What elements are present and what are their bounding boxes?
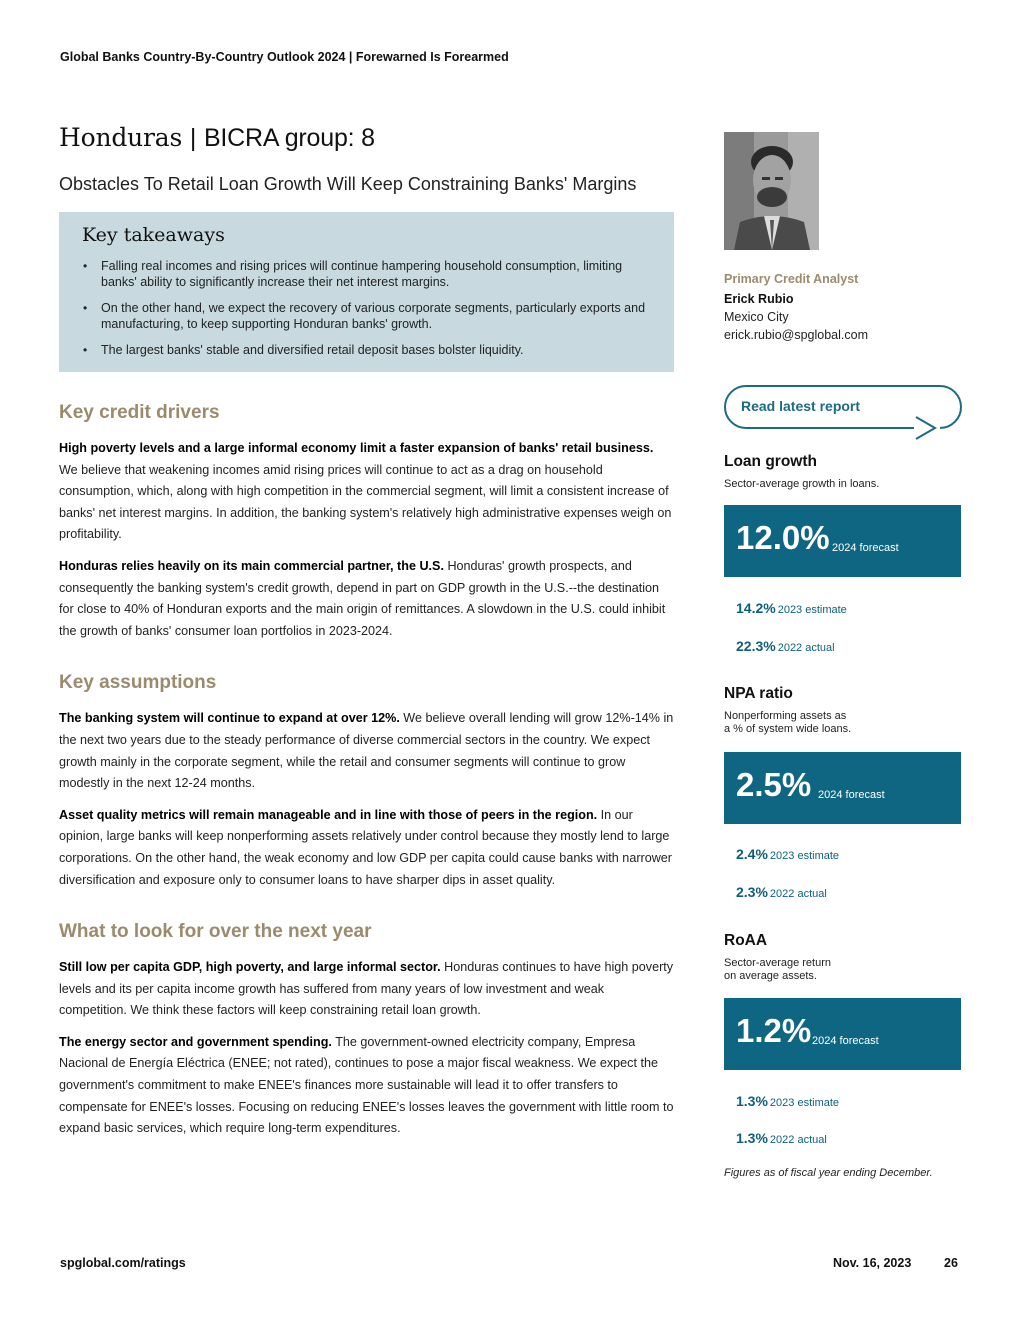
forecast-box [724,752,961,824]
paragraph-text: Honduras' growth prospects, and consequently the banking system's credit growth, depend in part on GDP growth in the U.S.--the destination for close to 40% of Honduran exports and the main origin of remittances. A slowdown in the U.S. could inhibit the growth of banks' consumer loan portfolios in 2023-2024. [59,558,666,638]
metric-npa-ratio [724,685,961,900]
metric-loan-growth [724,453,961,654]
metric-roaa [724,932,961,1146]
paragraph-lead: High poverty levels and a large informal economy limit a faster expansion of banks' retail business. [59,441,654,455]
estimate-value: 14.2% [736,600,776,616]
read-latest-report-button[interactable] [724,384,962,440]
actual-label: 2022 actual [777,642,835,654]
paragraph [59,708,674,794]
estimate-label: 2023 estimate [769,850,840,862]
actual-line [736,884,827,900]
paragraph [59,438,674,546]
metric-title: Loan growth [724,453,817,470]
metric-description: Sector-average growth in loans. [724,478,880,490]
takeaway-text: On the other hand, we expect the recovery of various corporate segments, particularly exports and manufacturing, to keep supporting Honduran banks' growth. [101,301,646,331]
forecast-value: 1.2% [736,1012,812,1049]
title-country: Honduras [59,123,183,152]
read-report-label: Read latest report [741,398,861,414]
takeaway-item [82,300,652,332]
paragraph [59,957,674,1022]
actual-line [736,638,835,654]
page-subtitle: Obstacles To Retail Loan Growth Will Keep Constraining Banks' Margins [59,174,637,194]
metric-description [724,957,961,983]
takeaways-list [82,258,652,358]
forecast-label: 2024 forecast [818,789,885,801]
section-what-to-look-for [59,921,674,1140]
analyst-city: Mexico City [724,310,789,324]
title-separator: | [189,124,197,152]
forecast-label: 2024 forecast [832,542,899,554]
estimate-label: 2023 estimate [777,604,847,616]
forecast-box [724,505,961,577]
actual-label: 2022 actual [769,888,827,900]
key-takeaways-box [59,212,674,372]
takeaways-heading: Key takeaways [82,224,225,246]
section-heading: Key assumptions [59,672,217,694]
forecast-value: 2.5% [736,766,812,803]
estimate-value: 2.4% [736,846,768,862]
description-line: Sector-average return [724,957,831,969]
paragraph [59,805,674,891]
bullet-icon: • [83,301,88,315]
analyst-name: Erick Rubio [724,292,794,306]
takeaway-item [82,342,652,358]
forecast-label: 2024 forecast [812,1035,879,1047]
bullet-icon: • [83,343,88,357]
title-bicra-group: BICRA group: 8 [203,124,375,152]
running-header: Global Banks Country-By-Country Outlook 2024 | Forewarned Is Forearmed [60,50,509,64]
actual-line [736,1130,827,1146]
actual-value: 1.3% [736,1130,768,1146]
actual-value: 2.3% [736,884,768,900]
estimate-line [736,846,839,862]
paragraph-lead: Still low per capita GDP, high poverty, and large informal sector. [59,960,441,975]
paragraph-text: In our opinion, large banks will keep nonperforming assets relatively under control because they mostly lend to large corporations. On the other hand, the weak economy and low GDP per capita could cause banks with narrower diversification and exposure only to consumer loans to have sharper dips in asset quality. [59,807,673,887]
metric-title: RoAA [724,932,768,949]
figures-footnote: Figures as of fiscal year ending December. [724,1167,933,1179]
paragraph-lead: The banking system will continue to expand at over 12%. [59,711,400,726]
estimate-line [736,600,847,616]
analyst-sidebar [724,132,961,342]
paragraph-text: We believe that weakening incomes amid rising prices will continue to act as a drag on household consumption, which, along with high competition in the commercial segment, will limit a consistent increase of banks' net interest margins. In addition, the banking system's relatively high administrative expenses weigh on profitability. [59,462,672,542]
description-line: a % of system wide loans. [724,723,852,735]
paragraph-text: Honduras continues to have high poverty levels and its per capita income growth has suffered from many years of low investment and weak competition. We think these factors will keep constraining retail loan growth. [59,960,674,1018]
actual-label: 2022 actual [769,1134,827,1146]
description-line: Nonperforming assets as [724,710,847,722]
footer-site-link[interactable]: spglobal.com/ratings [60,1256,186,1270]
estimate-label: 2023 estimate [769,1097,840,1109]
paragraph [59,1032,674,1140]
forecast-value: 12.0% [736,519,830,556]
section-key-assumptions [59,672,674,891]
section-heading: What to look for over the next year [59,921,372,943]
estimate-line [736,1093,839,1109]
forecast-box [724,998,961,1070]
analyst-role: Primary Credit Analyst [724,272,859,286]
paragraph-lead: Honduras relies heavily on its main commercial partner, the U.S. [59,558,444,573]
description-line: on average assets. [724,970,817,982]
analyst-photo [724,132,819,250]
paragraph-lead: The energy sector and government spending. [59,1034,332,1049]
actual-value: 22.3% [736,638,776,654]
arrow-right-icon [914,415,940,441]
takeaway-text: Falling real incomes and rising prices will continue hampering household consumption, limiting banks' ability to significantly increase their net interest margins. [101,259,623,289]
section-key-credit-drivers [59,402,674,642]
takeaway-text: The largest banks' stable and diversified retail deposit bases bolster liquidity. [101,343,524,357]
bullet-icon: • [83,259,88,273]
page-title [59,123,674,153]
analyst-email[interactable]: erick.rubio@spglobal.com [724,328,869,342]
paragraph-text: The government-owned electricity company, Empresa Nacional de Energía Eléctrica (ENEE; not rated), continues to pose a major fiscal weakness. We expect the government's commitment to make ENEE's finances more sustainable will lead it to offer transfers to compensate for ENEE's losses. Focusing on reducing ENEE's losses leaves the government with little room to expand basic services, which require long-term expenditures. [59,1034,674,1136]
section-heading: Key credit drivers [59,402,220,423]
estimate-value: 1.3% [736,1093,768,1109]
paragraph-lead: Asset quality metrics will remain manageable and in line with those of peers in the region. [59,807,598,822]
footer-date: Nov. 16, 2023 [833,1256,912,1270]
main-column [59,123,674,1150]
page-number: 26 [944,1256,958,1270]
paragraph [59,556,674,642]
metric-description [724,710,961,736]
takeaway-item [82,258,652,290]
paragraph-text: We believe overall lending will grow 12%-14% in the next two years due to the steady performance of diverse commercial sectors in the country. We expect growth mainly in the corporate segment, while the retail and consumer segments will continue to grow modestly in the next 12-24 months. [59,711,674,791]
metric-title: NPA ratio [724,685,793,702]
